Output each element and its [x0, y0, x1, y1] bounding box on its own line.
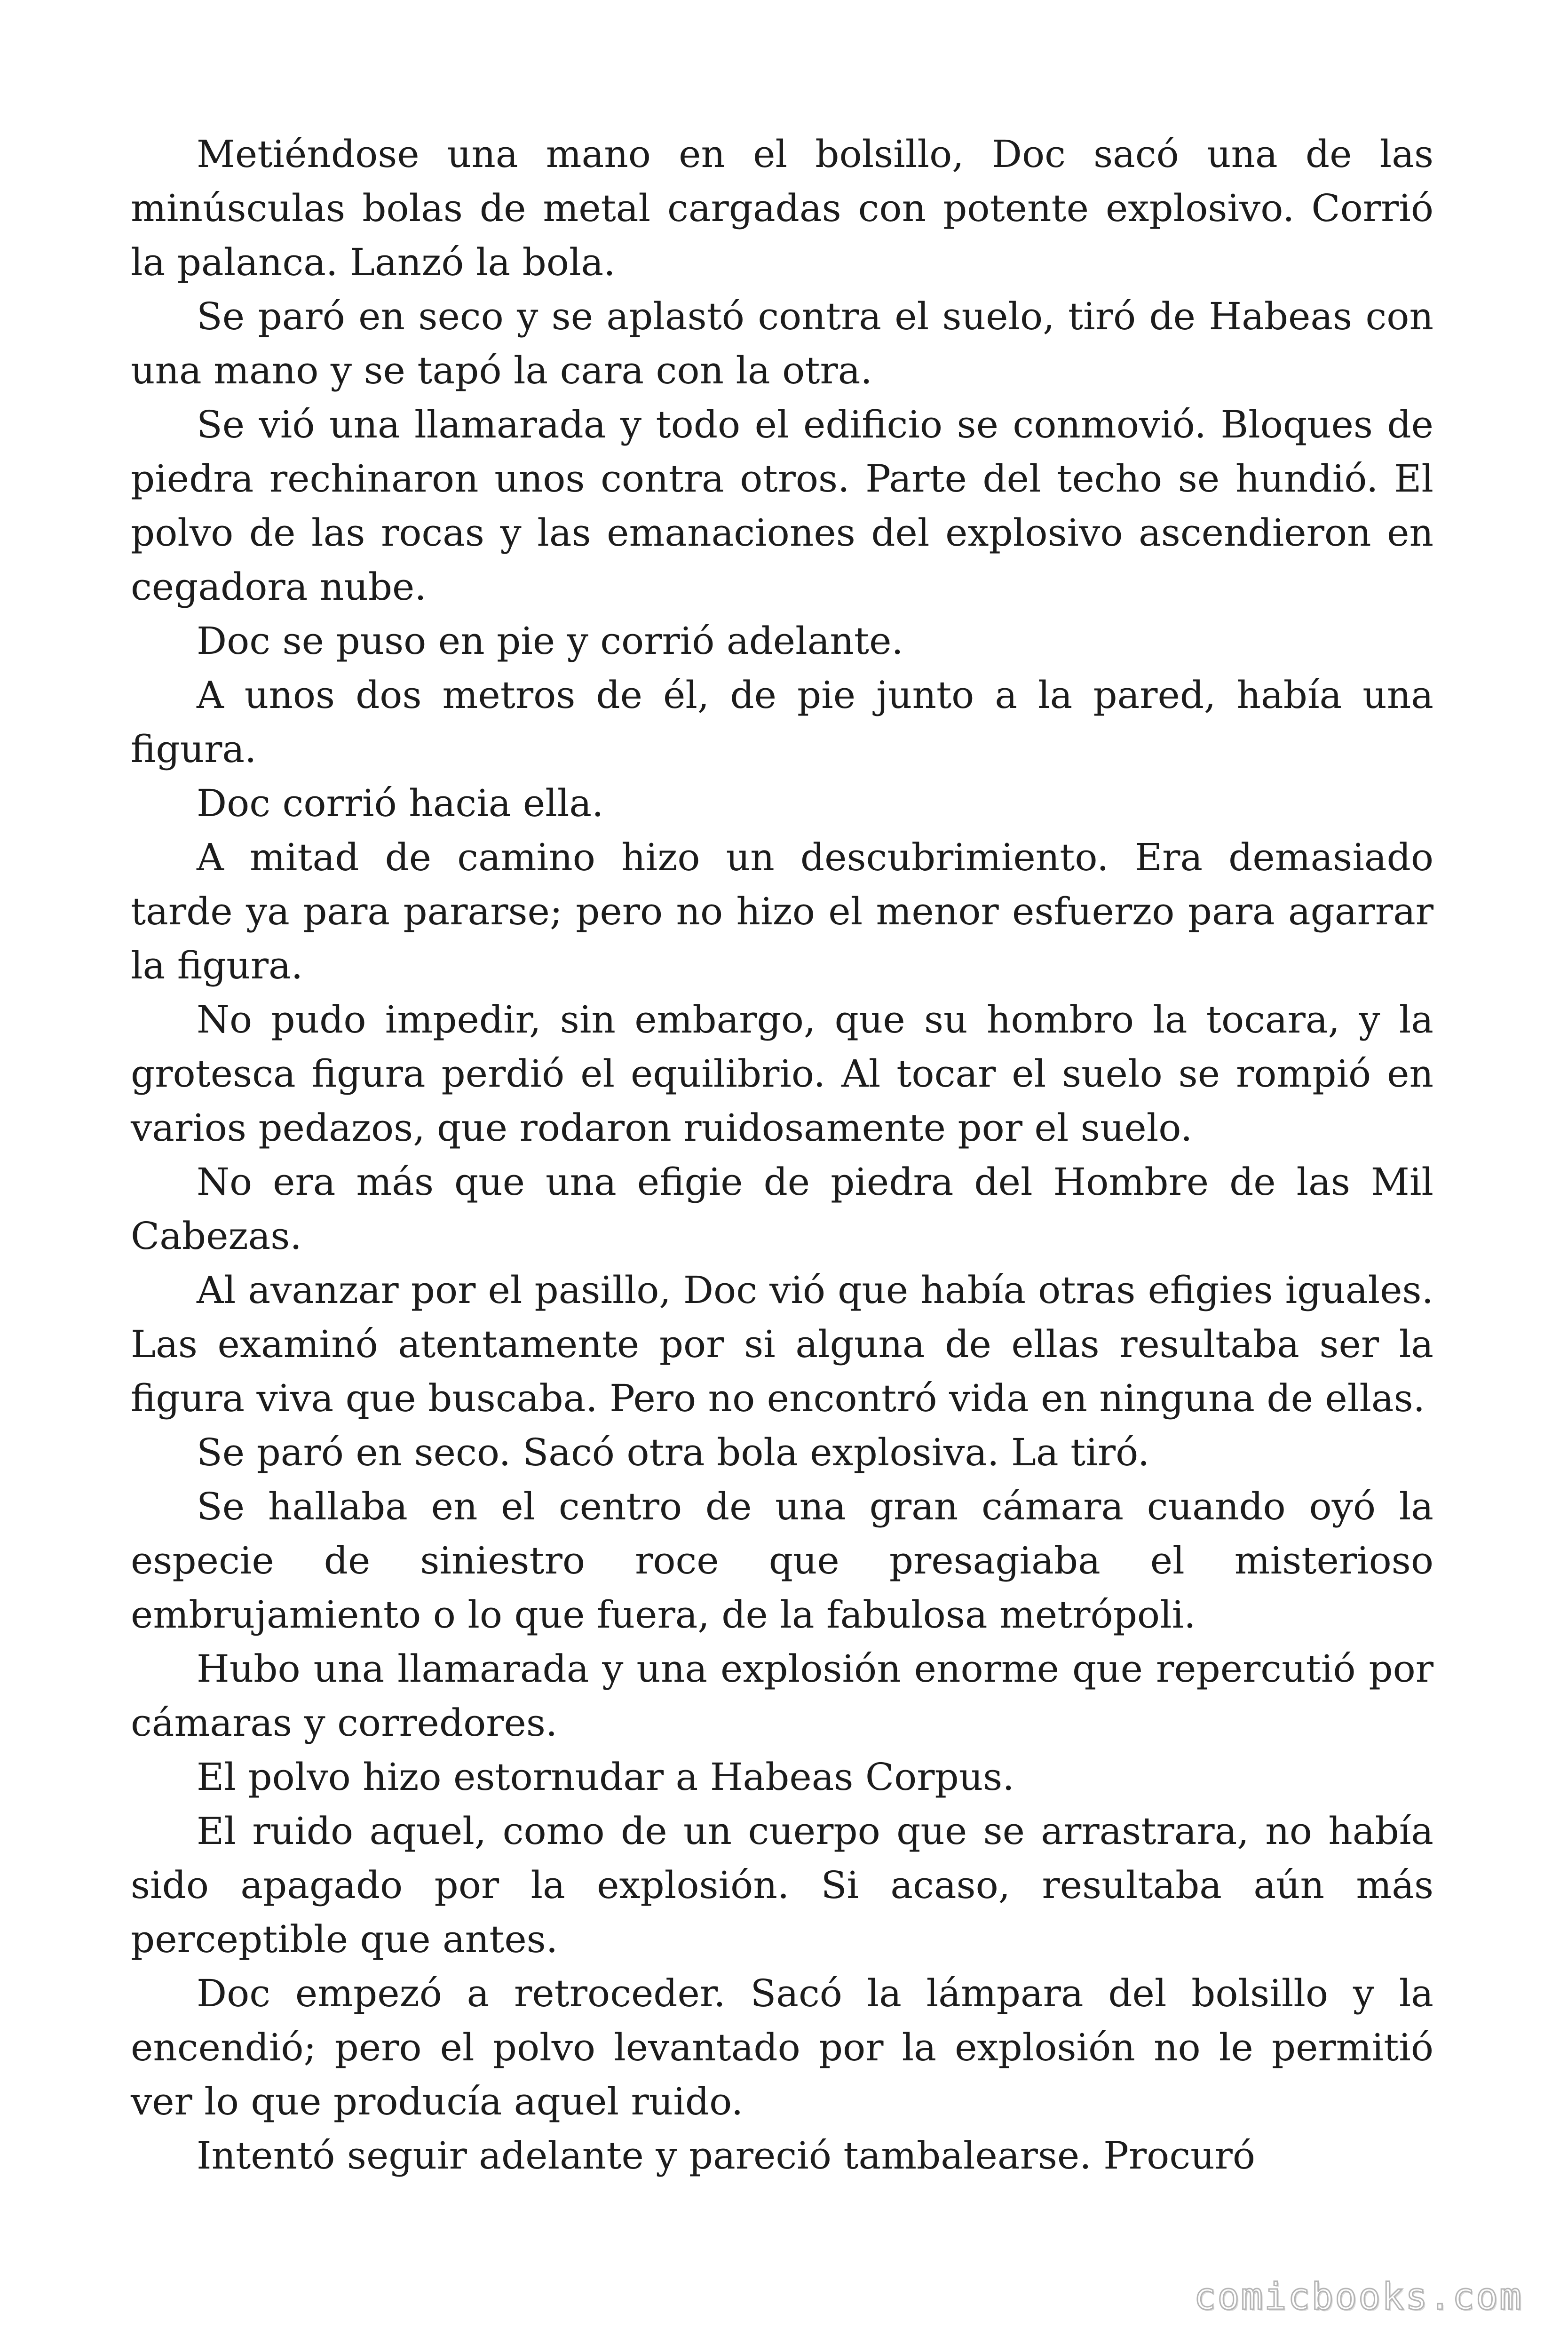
paragraph: Doc empezó a retroceder. Sacó la lámpara del bolsillo y la encendió; pero el polvo levantado por la explosión no le permitió ver lo que producía aquel ruido.	[131, 1971, 1433, 2123]
paragraph: Doc corrió hacia ella.	[197, 781, 604, 825]
watermark: comicbooks.com	[1194, 2276, 1523, 2318]
paragraph: Se paró en seco y se aplastó contra el suelo, tiró de Habeas con una mano y se tapó la cara con la otra.	[131, 294, 1433, 392]
paragraph: Intentó seguir adelante y pareció tambalearse. Procuró	[197, 2134, 1256, 2177]
paragraph: Metiéndose una mano en el bolsillo, Doc sacó una de las minúsculas bolas de metal cargadas con potente explosivo. Corrió la palanca. Lanzó la bola.	[131, 132, 1433, 284]
paragraph: No era más que una efigie de piedra del Hombre de las Mil Cabezas.	[131, 1160, 1433, 1258]
page-text	[131, 127, 1433, 2183]
paragraph: A mitad de camino hizo un descubrimiento. Era demasiado tarde ya para pararse; pero no hizo el menor esfuerzo para agarrar la figura.	[131, 835, 1433, 987]
paragraph: Al avanzar por el pasillo, Doc vió que había otras efigies iguales. Las examinó atentamente por si alguna de ellas resultaba ser la figura viva que buscaba. Pero no encontró vida en ninguna de ellas.	[131, 1268, 1433, 1420]
paragraph: Hubo una llamarada y una explosión enorme que repercutió por cámaras y corredores.	[131, 1647, 1433, 1745]
paragraph: El polvo hizo estornudar a Habeas Corpus.	[197, 1755, 1014, 1799]
paragraph: Doc se puso en pie y corrió adelante.	[197, 619, 903, 663]
paragraph: Se paró en seco. Sacó otra bola explosiva. La tiró.	[197, 1430, 1150, 1474]
paragraph: A unos dos metros de él, de pie junto a la pared, había una figura.	[131, 673, 1433, 771]
paragraph: No pudo impedir, sin embargo, que su hombro la tocara, y la grotesca figura perdió el equilibrio. Al tocar el suelo se rompió en varios pedazos, que rodaron ruidosamente por el suelo.	[131, 998, 1433, 1150]
paragraph: Se vió una llamarada y todo el edificio se conmovió. Bloques de piedra rechinaron unos contra otros. Parte del techo se hundió. El polvo de las rocas y las emanaciones del explosivo ascendieron en cegadora nube.	[131, 403, 1433, 609]
paragraph: El ruido aquel, como de un cuerpo que se arrastrara, no había sido apagado por la explosión. Si acaso, resultaba aún más perceptible que antes.	[131, 1809, 1433, 1961]
paragraph: Se hallaba en el centro de una gran cámara cuando oyó la especie de siniestro roce que presagiaba el misterioso embrujamiento o lo que fuera, de la fabulosa metrópoli.	[131, 1485, 1433, 1637]
